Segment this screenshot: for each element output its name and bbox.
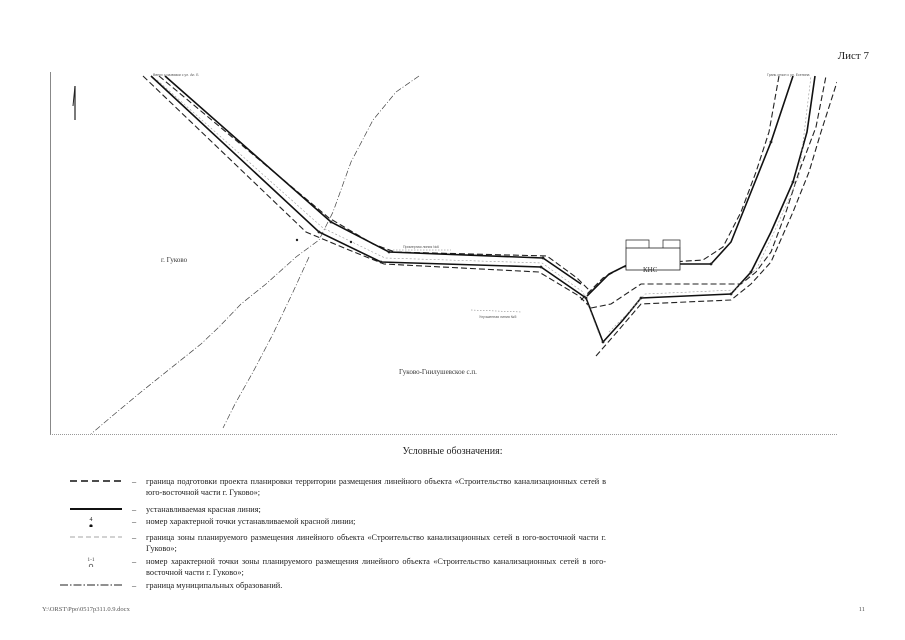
- map-frame: [50, 72, 837, 435]
- municipal-border-south: [223, 257, 309, 428]
- kns-label: КНС: [643, 266, 658, 274]
- street-label-mid-lower: Улучшенная линия №5: [479, 315, 517, 319]
- zone-point-number-icon: [60, 556, 122, 567]
- footer-file-path: Y:\ORST\Ppo\0517p311.0.9.docx: [42, 606, 130, 613]
- legend-text: номер характерной точки зоны планируемого размещения линейного объекта «Строительство канализационных сетей в юго-восточной части г. Гуково»;: [146, 557, 606, 577]
- zone-boundary-1: [157, 80, 599, 334]
- municipal-border: [91, 76, 419, 434]
- point-number-icon: [60, 516, 122, 527]
- legend-text: устанавливаемая красная линия;: [146, 505, 261, 514]
- legend-text: номер характерной точки устанавливаемой красной линии;: [146, 517, 356, 526]
- legend-text: граница муниципальных образований.: [146, 581, 283, 590]
- map-drawing: [51, 72, 837, 434]
- sheet-label: Лист 7: [837, 50, 869, 62]
- dashed-light-line-icon: [60, 532, 122, 543]
- svg-text:4: 4: [89, 517, 93, 523]
- settlement-label: Гуково-Гнилушевское с.п.: [399, 368, 477, 376]
- red-line-2: [165, 76, 581, 284]
- solid-bold-line-icon: [60, 504, 122, 515]
- footer-page-number: 11: [858, 606, 865, 613]
- city-label: г. Гуково: [161, 256, 188, 264]
- red-line-3: [603, 76, 815, 342]
- dashed-bold-line-icon: [60, 476, 122, 487]
- legend-text: граница подготовки проекта планировки территории размещения линейного объекта «Строительство канализационных сетей в юго-восточной части г. Гуково»;: [146, 477, 606, 497]
- legend-dash: –: [132, 581, 137, 590]
- project-boundary-west: [143, 76, 591, 308]
- legend-text: граница зоны планируемого размещения линейного объекта «Строительство канализационных сетей в юго-восточной части г. Гуково»;: [146, 533, 606, 553]
- legend-dash: –: [132, 517, 137, 526]
- street-label-mid-upper: Примерная линия №6: [403, 245, 439, 249]
- project-boundary-south-lower: [596, 82, 837, 356]
- street-label-top-left: Вверх с развязки с ул. Ан. Б: [153, 73, 199, 77]
- legend-dash: –: [132, 533, 137, 542]
- red-line-4: [587, 76, 793, 296]
- street-label-top-right: Грань сезон с ул. Есенина: [767, 73, 810, 77]
- legend-title: Условные обозначения:: [402, 446, 503, 457]
- legend-dash: –: [132, 557, 137, 566]
- dash-dot-line-icon: [60, 580, 122, 591]
- north-arrow-icon: [73, 86, 75, 120]
- legend-dash: –: [132, 505, 137, 514]
- project-boundary-south: [591, 76, 826, 308]
- legend-dash: –: [132, 477, 137, 486]
- red-line-1: [151, 76, 603, 342]
- svg-text:1-1: 1-1: [87, 557, 95, 563]
